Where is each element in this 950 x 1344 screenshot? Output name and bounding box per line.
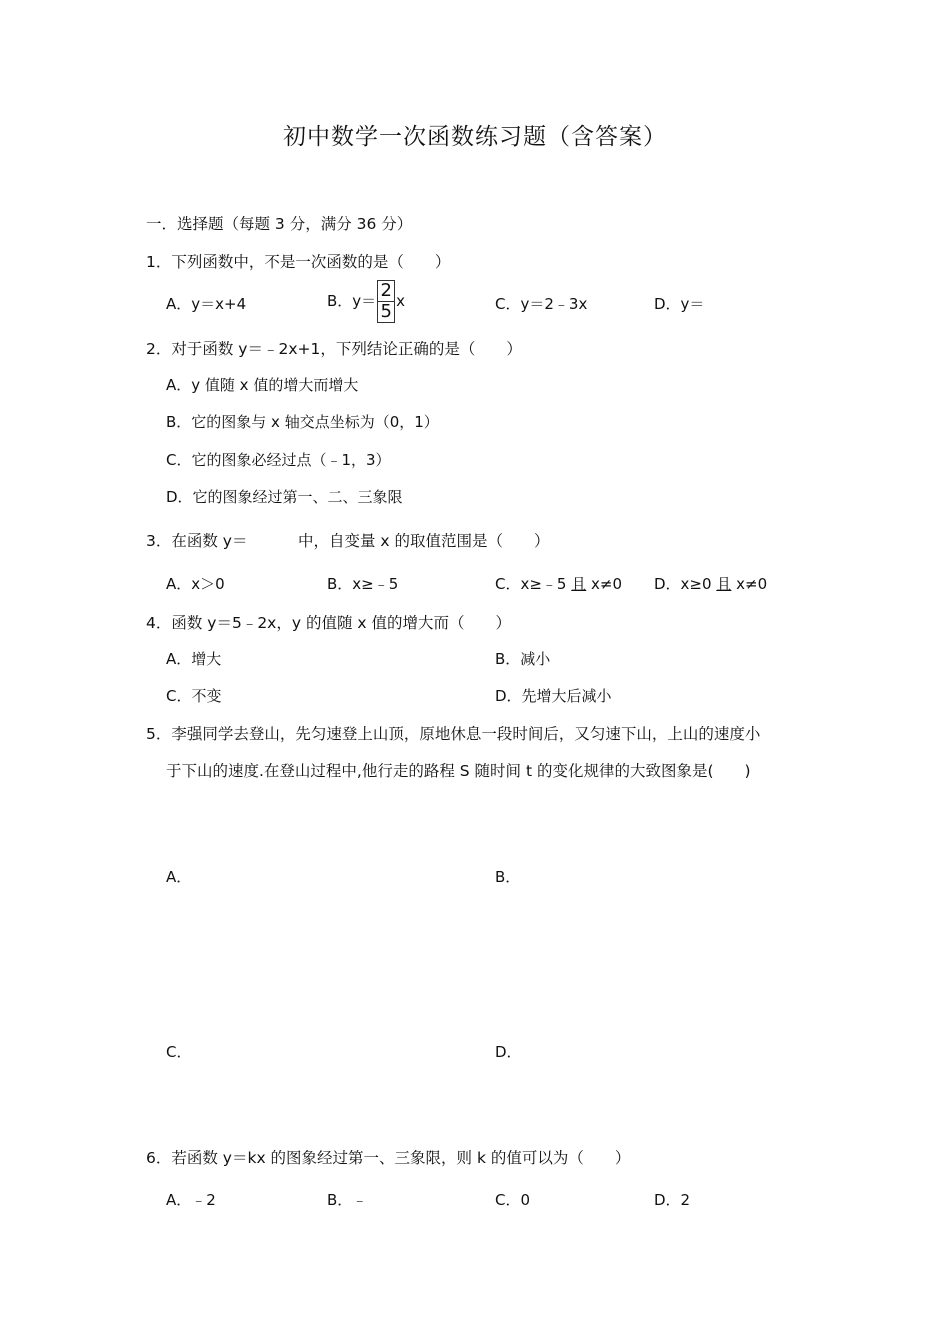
question-3-option-b: B．x≥﹣5: [327, 575, 399, 593]
question-3-option-d-and: 且: [716, 575, 732, 593]
question-6-option-b: B．﹣: [327, 1191, 368, 1209]
question-6-option-d: D．2: [654, 1191, 691, 1209]
question-3-option-c-suffix: x≠0: [591, 575, 623, 593]
question-1-option-b-suffix: x: [396, 292, 406, 310]
question-4-option-a: A．增大: [166, 650, 222, 668]
question-3-option-c-and: 且: [571, 575, 587, 593]
question-5-option-d: D．: [495, 1043, 522, 1061]
question-5-option-a: A．: [166, 868, 192, 886]
fraction-denominator: 5: [378, 301, 394, 322]
question-2-option-d: D．它的图象经过第一、二、三象限: [166, 488, 403, 506]
question-3-stem-end: 中，自变量 x 的取值范围是（ ）: [298, 532, 550, 550]
question-3-option-a: A．x＞0: [166, 575, 225, 593]
question-3-option-c: [495, 573, 622, 594]
question-2-stem: 2．对于函数 y＝﹣2x+1，下列结论正确的是（ ）: [146, 340, 522, 358]
question-1-stem: 1．下列函数中，不是一次函数的是（ ）: [146, 253, 451, 271]
question-2-option-b: B．它的图象与 x 轴交点坐标为（0，1）: [166, 413, 439, 431]
question-1-option-b: [327, 280, 405, 323]
question-1-option-c: C．y＝2﹣3x: [495, 295, 588, 313]
fraction-numerator: 2: [380, 280, 392, 301]
question-5-option-c: C．: [166, 1043, 192, 1061]
question-3-option-c-prefix: C．x≥﹣5: [495, 575, 567, 593]
question-2-option-c: C．它的图象必经过点（﹣1，3）: [166, 451, 391, 469]
question-5-option-b: B．: [495, 868, 521, 886]
question-3-option-d: [654, 573, 767, 594]
question-5-stem-line-2: 于下山的速度.在登山过程中,他行走的路程 S 随时间 t 的变化规律的大致图象是( ): [166, 762, 751, 780]
question-3-stem-start: 3．在函数 y＝: [146, 532, 248, 550]
question-1-option-b-prefix: B．y＝: [327, 292, 377, 310]
question-4-option-b: B．减小: [495, 650, 551, 668]
fraction-box: [377, 280, 395, 323]
section-heading: 一．选择题（每题 3 分，满分 36 分）: [146, 215, 413, 233]
question-6-option-c: C．0: [495, 1191, 531, 1209]
question-1-option-a: A．y＝x+4: [166, 295, 247, 313]
question-6-stem: 6．若函数 y＝kx 的图象经过第一、三象限，则 k 的值可以为（ ）: [146, 1149, 631, 1167]
question-2-option-a: A．y 值随 x 值的增大而增大: [166, 376, 359, 394]
question-3-option-d-prefix: D．x≥0: [654, 575, 712, 593]
question-3-option-d-suffix: x≠0: [736, 575, 768, 593]
question-6-option-a: A．﹣2: [166, 1191, 216, 1209]
question-5-stem-line-1: 5．李强同学去登山，先匀速登上山顶，原地休息一段时间后，又匀速下山，上山的速度小: [146, 725, 761, 743]
question-4-option-c: C．不变: [166, 687, 222, 705]
question-1-option-d: D．y＝: [654, 295, 705, 313]
question-4-option-d: D．先增大后减小: [495, 687, 612, 705]
page-title: 初中数学一次函数练习题（含答案）: [283, 124, 667, 150]
question-4-stem: 4．函数 y＝5﹣2x，y 的值随 x 值的增大而（ ）: [146, 614, 511, 632]
